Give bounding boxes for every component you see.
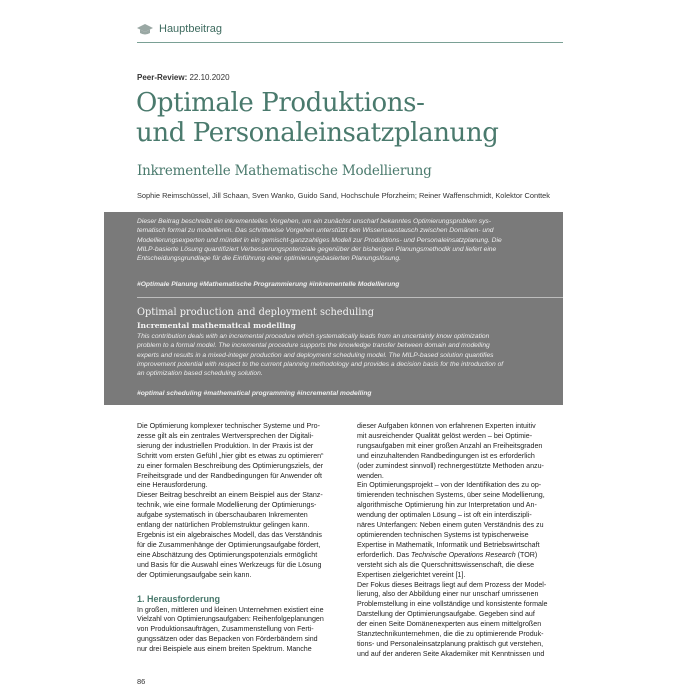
abstract-en-line: problem to a formal model. The incremental procedure supports the knowledge transfer between domain and modelling bbox=[137, 342, 490, 350]
text-line: von Produktionsaufträgen, Zusammenstellung von Ferti- bbox=[137, 625, 314, 634]
text-line: nur drei Beispiele aus einem breiten Spektrum. Manche bbox=[137, 645, 312, 654]
article-title bbox=[136, 88, 566, 148]
section-heading: 1. Herausforderung bbox=[137, 593, 221, 604]
page-number: 86 bbox=[137, 677, 146, 686]
text-line: optimierenden technischen Systems ist typischerweise bbox=[357, 530, 529, 539]
text-line: und einzuhaltenden Randbedingungen ist es erforderlich bbox=[357, 451, 535, 460]
peer-review-value: 22.10.2020 bbox=[187, 73, 230, 82]
text-line: für die Zusammenhänge der Optimierungsaufgabe fördert, bbox=[137, 540, 321, 549]
title-line-2: und Personaleinsatzplanung bbox=[136, 118, 499, 148]
text-fragment: (TOR) bbox=[515, 550, 538, 559]
paragraph bbox=[357, 481, 563, 580]
abstract-de-line: Entscheidungsgrundlage für die Einführung einer optimierungsbasierten Planungslösung. bbox=[137, 255, 401, 263]
paragraph bbox=[357, 581, 563, 660]
text-line: Ergebnis ist ein algebraisches Modell, das das Verständnis bbox=[137, 530, 322, 539]
body-column-right bbox=[357, 422, 563, 660]
text-line: Expertisen zielgerichtet vereint [1]. bbox=[357, 570, 466, 579]
text-line: In großen, mittleren und kleinen Unternehmen existiert eine bbox=[137, 605, 324, 614]
abstract-en-line: improvement potential with respect to the current planning methodology and provides a decision basis for the introduction of bbox=[137, 360, 504, 368]
peer-review-date bbox=[137, 73, 230, 82]
paragraph bbox=[357, 422, 563, 481]
text-line: wenden. bbox=[357, 471, 384, 480]
abstract-en-line: an optimization based scheduling solution. bbox=[137, 370, 263, 378]
graduation-cap-icon bbox=[137, 24, 153, 36]
text-line: und auf der anderen Seite Akademiker mit Kenntnissen und bbox=[357, 649, 545, 658]
text-line: eine Herausforderung. bbox=[137, 481, 208, 490]
text-line: lierung, also der Abbildung einer nur unscharf umrissenen bbox=[357, 590, 539, 599]
text-line: näres Unterfangen: Neben einem guten Verständnis des zu bbox=[357, 521, 544, 530]
text-line: algorithmische Optimierung hin zur Interpretation und An- bbox=[357, 501, 537, 510]
section-header bbox=[137, 22, 563, 42]
text-line: zesse gilt als ein zentrales Wertversprechen der Digitali- bbox=[137, 431, 314, 440]
abstract-german bbox=[137, 217, 557, 263]
abstract-divider bbox=[137, 297, 563, 298]
keywords-english: #optimal scheduling #mathematical programming #incremental modelling bbox=[137, 390, 372, 397]
text-line: aufgabe systematisch in überschaubaren Inkrementen bbox=[137, 511, 308, 520]
text-line: Schritt vom ersten Gefühl „hier gibt es etwas zu optimieren“ bbox=[137, 451, 324, 460]
english-subtitle: Incremental mathematical modelling bbox=[137, 321, 296, 330]
paragraph bbox=[137, 422, 343, 491]
text-line: Vielzahl von Optimierungsaufgaben: Reihenfolgeplanungen bbox=[137, 615, 324, 624]
paragraph bbox=[137, 606, 343, 656]
text-line: Problemstellung in eine vollständige und konsistente formale bbox=[357, 600, 548, 609]
text-line: dieser Aufgaben können von erfahrenen Experten intuitiv bbox=[357, 422, 536, 430]
text-line: Stanztechnikunternehmen, die die zu optimierende Produk- bbox=[357, 630, 544, 639]
abstract-de-line: Dieser Beitrag beschreibt ein inkrementelles Vorgehen, um ein zunächst unscharf bekanntes Optimierungsproblem sys- bbox=[137, 218, 491, 225]
text-line: der einen Seite Domänenexperten aus einem mittelgroßen bbox=[357, 620, 542, 629]
author-list: Sophie Reimschüssel, Jill Schaan, Sven Wanko, Guido Sand, Hochschule Pforzheim; Reiner Waffenschmidt, Kolektor Conttek bbox=[137, 191, 550, 200]
header-divider bbox=[137, 42, 563, 43]
text-line: tions- und Personaleinsatzplanung praktisch gut verstehen, bbox=[357, 639, 544, 648]
abstract-en-line: This contribution deals with an incremental procedure which systematically leads from an uncertainly know optimization bbox=[137, 333, 490, 340]
tor-term: Technische Operations Research bbox=[411, 550, 516, 559]
abstract-de-line: MILP-basierte Lösung quantifiziert Verbesserungspotenziale gegenüber der bisherigen Planungsmethodik und liefert eine bbox=[137, 245, 497, 253]
body-column-left bbox=[137, 422, 343, 655]
text-line: Der Fokus dieses Beitrags liegt auf dem Prozess der Model- bbox=[357, 580, 547, 589]
keywords-german: #Optimale Planung #Mathematische Programmierung #inkrementelle Modellierung bbox=[137, 281, 400, 288]
text-line: und Basis für die Auswahl eines Werkzeugs für die Lösung bbox=[137, 560, 322, 569]
abstract-english bbox=[137, 332, 557, 378]
text-line: rungsaufgaben mit einer großen Anzahl an Freiheitsgraden bbox=[357, 441, 543, 450]
text-fragment: erforderlich. Das bbox=[357, 550, 412, 559]
section-label: Hauptbeitrag bbox=[159, 23, 222, 35]
text-line: timierenden technischen Systems, über seine Modellierung, bbox=[357, 491, 545, 500]
text-line: (oder zumindest sinnvoll) rechnergestützte Methoden anzu- bbox=[357, 461, 544, 470]
text-line: der Optimierungsaufgabe sein kann. bbox=[137, 570, 252, 579]
abstract-box bbox=[104, 212, 563, 405]
text-line: entlang der natürlichen Problemstruktur gelingen kann. bbox=[137, 521, 310, 530]
text-line: versteht sich als die Querschnittswissenschaft, die diese bbox=[357, 560, 535, 569]
text-line: Die Optimierung komplexer technischer Systeme und Pro- bbox=[137, 422, 320, 430]
text-line: eine Abschätzung des Optimierungspotenzials ermöglicht bbox=[137, 550, 318, 559]
article-subtitle: Inkrementelle Mathematische Modellierung bbox=[137, 163, 432, 179]
text-line: Expertise in Mathematik, Informatik und Betriebswirtschaft bbox=[357, 540, 540, 549]
text-line: technik, wie eine formale Modellierung der Optimierungs- bbox=[137, 501, 317, 510]
english-title: Optimal production and deployment scheduling bbox=[137, 307, 375, 318]
text-line: Ein Optimierungsprojekt – von der Identifikation des zu op- bbox=[357, 481, 542, 490]
title-line-1: Optimale Produktions- bbox=[136, 88, 425, 118]
peer-review-label: Peer-Review: bbox=[137, 73, 188, 82]
text-line: Darstellung der Optimierungsaufgabe. Gegeben sind auf bbox=[357, 610, 535, 619]
text-line: Freiheitsgrade und der Randbedingungen für Anwender oft bbox=[137, 471, 322, 480]
abstract-de-line: Modellierungsexperten und mündet in ein gemischt-ganzzahliges Modell zur Produktions- und Personaleinsatzplanung. Die bbox=[137, 236, 502, 244]
text-line: wendung der optimalen Lösung – ist oft ein interdiszipli- bbox=[357, 511, 532, 520]
abstract-de-line: tematisch formal zu modellieren. Das schrittweise Vorgehen unterstützt den Wissensaustausch zwischen Domänen- und bbox=[137, 227, 494, 235]
text-line: sierung der industriellen Produktion. In der Praxis ist der bbox=[137, 441, 314, 450]
paragraph bbox=[137, 491, 343, 580]
text-line bbox=[357, 551, 563, 561]
abstract-en-line: experts and results in a mixed-integer production and deployment scheduling model. The MILP-based solution quantifies bbox=[137, 351, 494, 359]
text-line: gungssätzen oder das Bepacken von Förderbändern sind bbox=[137, 635, 318, 644]
text-line: mit ausreichender Qualität gelöst werden – bei Optimie- bbox=[357, 431, 533, 440]
text-line: Dieser Beitrag beschreibt an einem Beispiel aus der Stanz- bbox=[137, 491, 323, 500]
text-line: zu einer formalen Beschreibung des Optimierungsziels, der bbox=[137, 461, 324, 470]
